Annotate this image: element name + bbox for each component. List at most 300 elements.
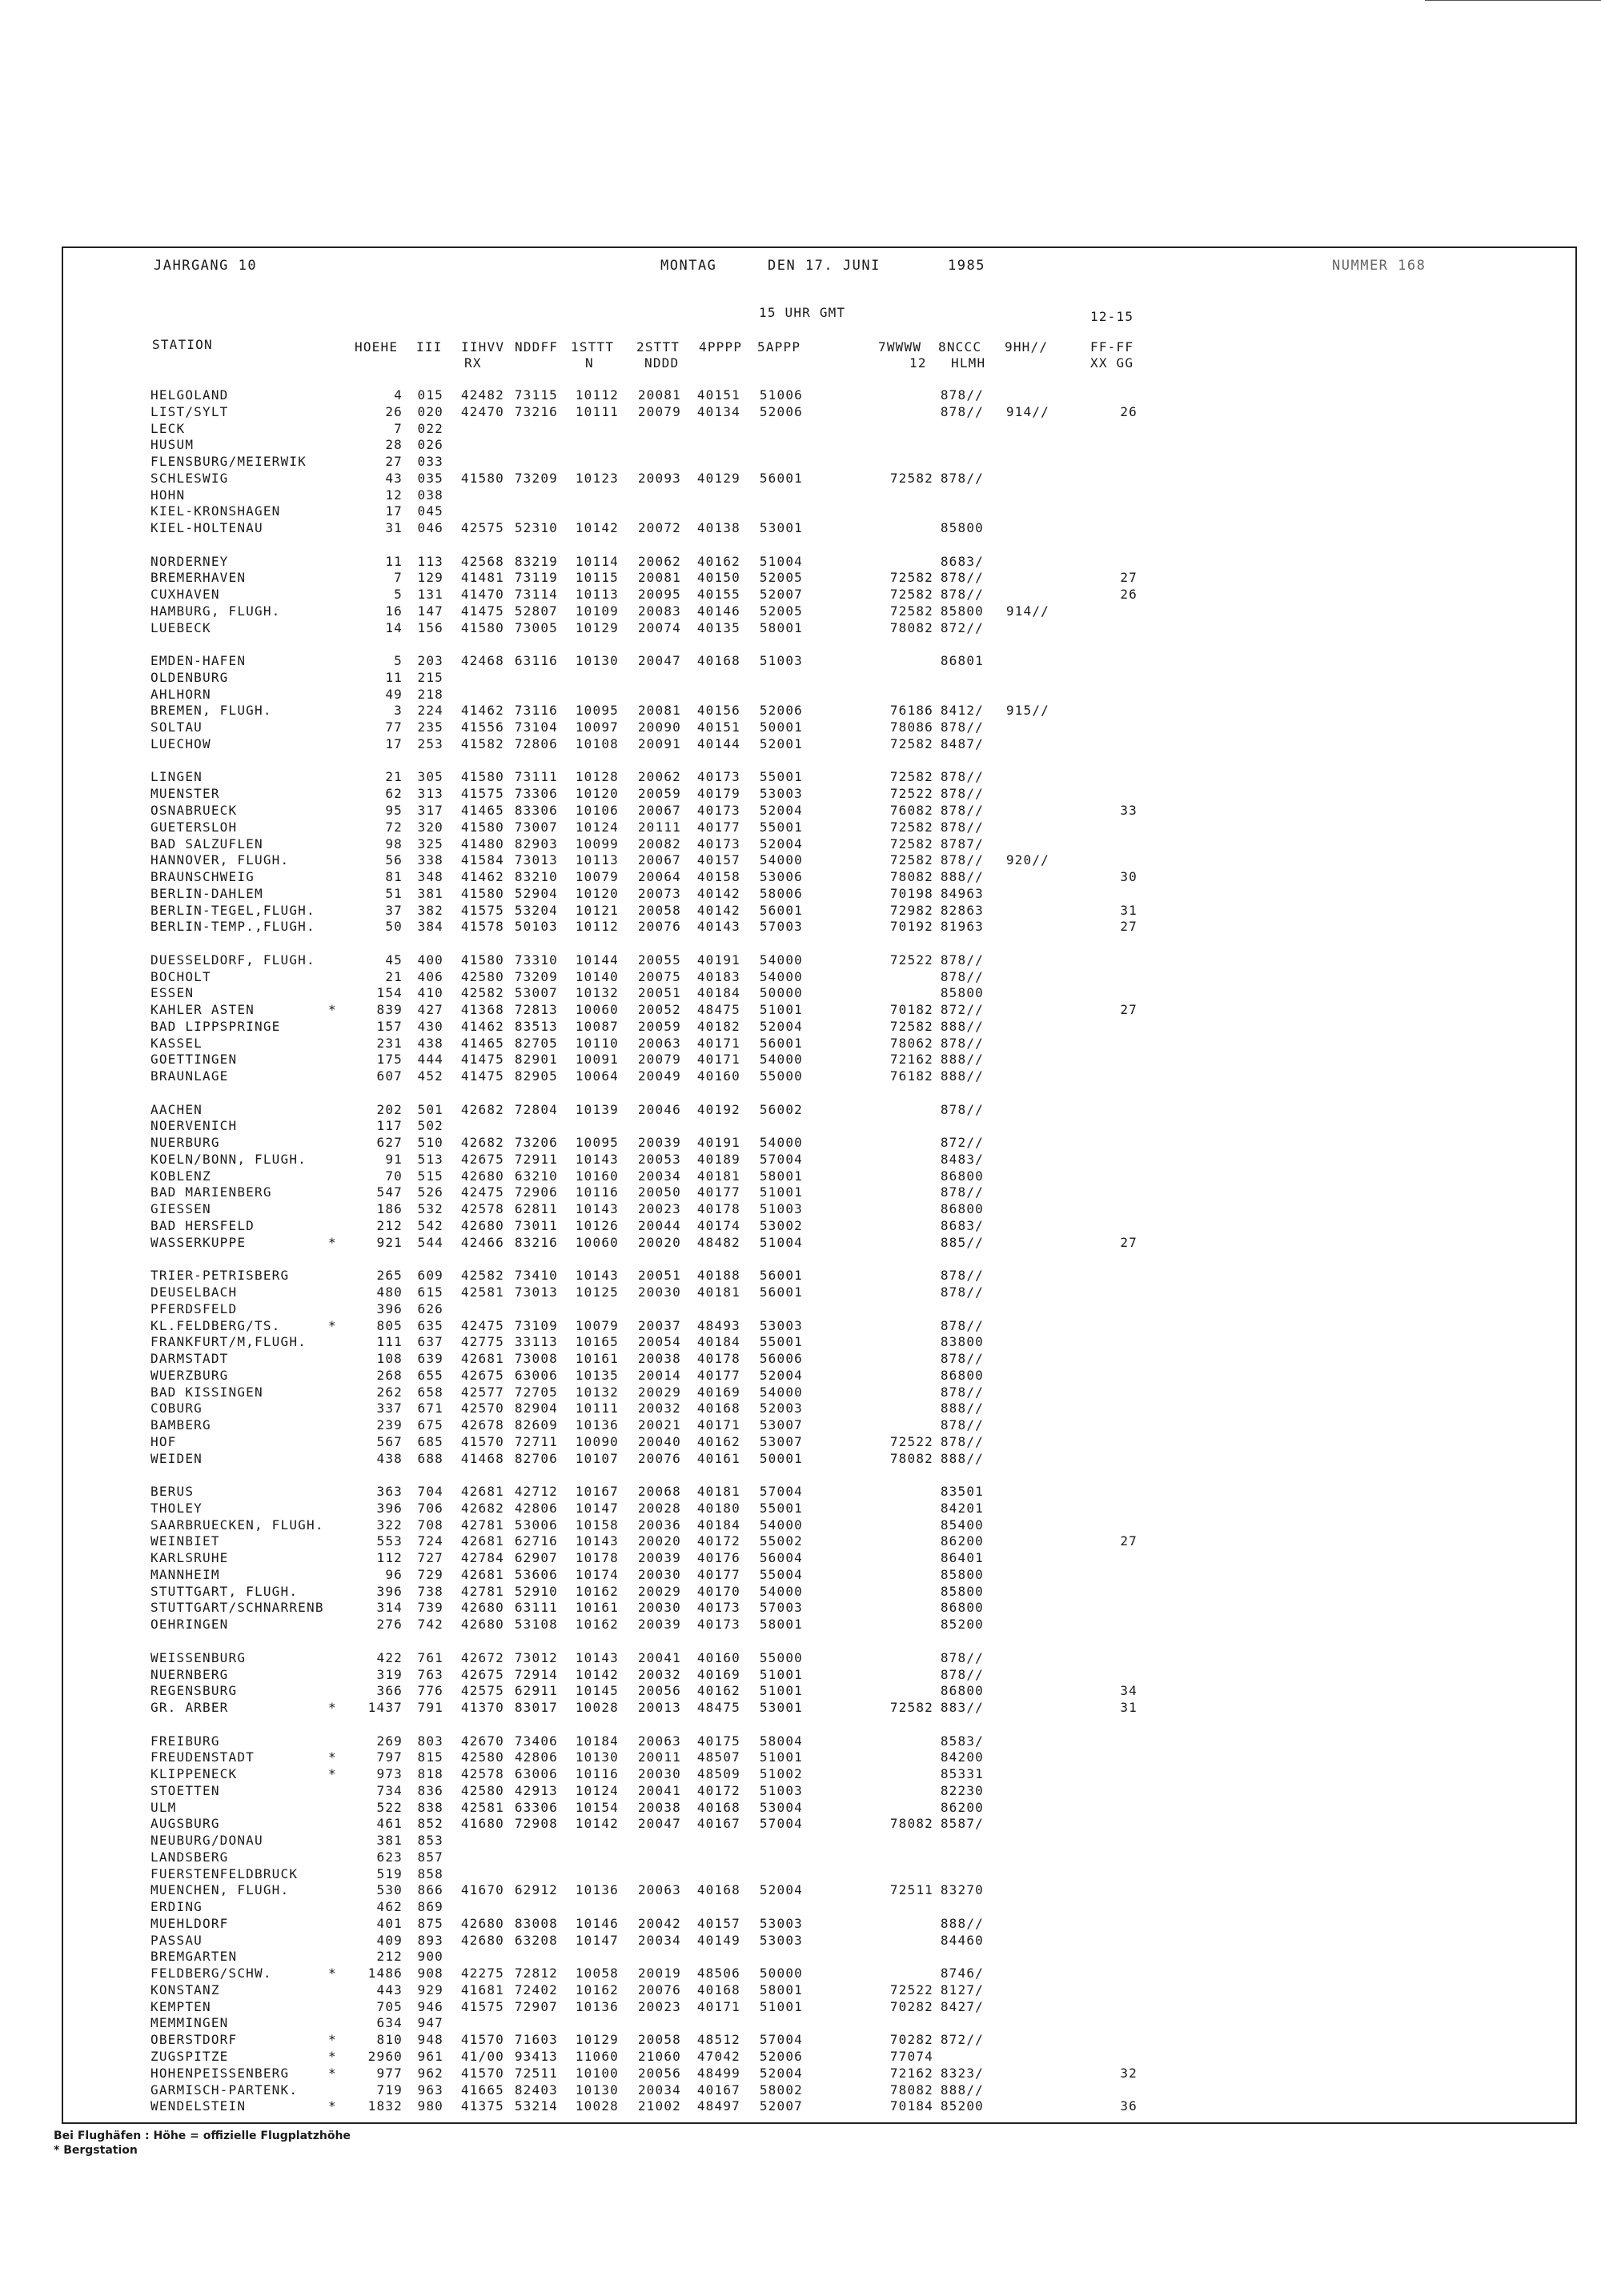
group-iihvv: 42682 [460, 1500, 504, 1516]
group-5appp: 54000 [759, 952, 803, 968]
station-name: FREIBURG [150, 1733, 220, 1749]
group-8nccc: 85400 [940, 1517, 984, 1533]
group-5appp: 54000 [759, 1517, 803, 1533]
group-1sttt: 10113 [575, 587, 619, 603]
station-height: 70 [385, 1168, 403, 1184]
group-4pppp: 40177 [696, 819, 740, 835]
group-4pppp: 40162 [696, 553, 740, 569]
group-8nccc: 878// [940, 1417, 984, 1433]
group-iihvv: 42784 [460, 1550, 504, 1566]
group-iihvv: 42475 [460, 1317, 504, 1333]
group-4pppp: 40156 [696, 703, 740, 719]
group-4pppp: 40169 [696, 1666, 740, 1682]
group-2sttt: 20111 [637, 819, 681, 835]
station-index: 502 [417, 1118, 443, 1134]
group-2sttt: 20075 [637, 968, 681, 984]
group-2sttt: 20083 [637, 603, 681, 619]
column-header: HOEHE [355, 339, 399, 355]
group-4pppp: 40168 [696, 1981, 740, 1997]
mountain-marker: * [328, 2049, 337, 2064]
group-5appp: 58001 [759, 1168, 803, 1184]
group-7wwww: 72582 [889, 1018, 933, 1034]
station-name: KL.FELDBERG/TS. [150, 1317, 281, 1333]
group-8nccc: 83270 [940, 1882, 984, 1898]
station-name: EMDEN-HAFEN [150, 653, 247, 669]
group-5appp: 53003 [759, 1317, 803, 1333]
mountain-marker: * [328, 1317, 337, 1333]
group-8nccc: 878// [940, 952, 984, 968]
group-nddff: 62912 [514, 1882, 558, 1898]
station-name: GARMISCH-PARTENK. [150, 2082, 299, 2098]
station-height: 810 [376, 2032, 403, 2048]
station-name: AHLHORN [150, 686, 211, 702]
station-height: 96 [385, 1566, 403, 1582]
station-index: 869 [417, 1899, 443, 1915]
group-8nccc: 84963 [940, 885, 984, 901]
group-iihvv: 41570 [460, 1433, 504, 1449]
station-height: 11 [385, 553, 403, 569]
station-index: 609 [417, 1268, 443, 1284]
group-8nccc: 878// [940, 1184, 984, 1200]
station-height: 202 [376, 1101, 403, 1117]
group-4pppp: 40181 [696, 1484, 740, 1500]
group-5appp: 51003 [759, 1782, 803, 1798]
group-8nccc: 878// [940, 719, 984, 735]
group-7wwww: 70282 [889, 1998, 933, 2014]
group-1sttt: 10162 [575, 1583, 619, 1599]
station-index: 961 [417, 2049, 443, 2064]
group-8nccc: 85331 [940, 1766, 984, 1782]
group-4pppp: 40168 [696, 1400, 740, 1416]
group-4pppp: 40180 [696, 1500, 740, 1516]
group-7wwww: 78086 [889, 719, 933, 735]
station-height: 51 [385, 885, 403, 901]
group-8nccc: 8427/ [940, 1998, 984, 2014]
group-iihvv: 42775 [460, 1334, 504, 1350]
year-label: 1985 [948, 258, 985, 274]
column-header: IIHVV [461, 339, 505, 355]
group-4pppp: 40157 [696, 1915, 740, 1931]
group-iihvv: 41475 [460, 1052, 504, 1068]
group-nddff: 73008 [514, 1351, 558, 1367]
group-1sttt: 10129 [575, 619, 619, 635]
station-height: 1437 [367, 1700, 403, 1716]
group-5appp: 56001 [759, 1268, 803, 1284]
group-iihvv: 42682 [460, 1101, 504, 1117]
station-name: MUENCHEN, FLUGH. [150, 1882, 290, 1898]
station-index: 946 [417, 1998, 443, 2014]
station-height: 77 [385, 719, 403, 735]
station-index: 438 [417, 1035, 443, 1051]
group-1sttt: 10099 [575, 835, 619, 851]
station-height: 95 [385, 803, 403, 818]
group-5appp: 52004 [759, 835, 803, 851]
station-height: 31 [385, 520, 403, 536]
group-nddff: 63111 [514, 1600, 558, 1616]
station-index: 615 [417, 1284, 443, 1300]
group-5appp: 52006 [759, 2049, 803, 2064]
group-iihvv: 42680 [460, 1915, 504, 1931]
station-name: LECK [150, 420, 186, 436]
group-5appp: 52006 [759, 403, 803, 419]
station-height: 977 [376, 2065, 403, 2081]
group-ffff: 33 [1120, 803, 1138, 818]
group-nddff: 82403 [514, 2082, 558, 2098]
group-5appp: 58006 [759, 885, 803, 901]
station-index: 962 [417, 2065, 443, 2081]
station-name: WEINBIET [150, 1533, 220, 1549]
group-4pppp: 40167 [696, 1816, 740, 1832]
station-index: 382 [417, 902, 443, 918]
station-height: 16 [385, 603, 403, 619]
group-2sttt: 20041 [637, 1782, 681, 1798]
group-ffff: 27 [1120, 919, 1138, 935]
group-1sttt: 10147 [575, 1932, 619, 1948]
group-1sttt: 10161 [575, 1600, 619, 1616]
group-iihvv: 42578 [460, 1201, 504, 1217]
station-index: 655 [417, 1367, 443, 1383]
station-name: DEUSELBACH [150, 1284, 238, 1300]
group-8nccc: 86800 [940, 1600, 984, 1616]
station-height: 62 [385, 786, 403, 802]
column-subheader: RX [464, 355, 482, 371]
station-height: 72 [385, 819, 403, 835]
station-index: 639 [417, 1351, 443, 1367]
station-index: 317 [417, 803, 443, 818]
group-5appp: 56001 [759, 1284, 803, 1300]
station-name: MUEHLDORF [150, 1915, 229, 1931]
group-4pppp: 40181 [696, 1284, 740, 1300]
group-ffff: 27 [1120, 1002, 1138, 1018]
station-index: 980 [417, 2098, 443, 2114]
group-5appp: 50001 [759, 719, 803, 735]
group-2sttt: 20029 [637, 1583, 681, 1599]
group-2sttt: 20063 [637, 1035, 681, 1051]
group-4pppp: 40149 [696, 1932, 740, 1948]
station-index: 035 [417, 470, 443, 486]
group-2sttt: 20034 [637, 1932, 681, 1948]
group-7wwww: 72522 [889, 786, 933, 802]
group-5appp: 53007 [759, 1417, 803, 1433]
group-nddff: 73115 [514, 387, 558, 403]
group-8nccc: 878// [940, 1284, 984, 1300]
station-index: 544 [417, 1234, 443, 1250]
station-name: KIEL-KRONSHAGEN [150, 503, 281, 519]
group-2sttt: 20059 [637, 786, 681, 802]
group-2sttt: 20090 [637, 719, 681, 735]
column-header: FF-FF [1090, 339, 1134, 355]
station-index: 626 [417, 1300, 443, 1316]
group-7wwww: 72582 [889, 570, 933, 586]
group-iihvv: 41578 [460, 919, 504, 935]
group-ffff: 34 [1120, 1683, 1138, 1699]
column-header: III [416, 339, 443, 355]
group-iihvv: 42575 [460, 1683, 504, 1699]
column-header: 2STTT [636, 339, 680, 355]
station-name: FELDBERG/SCHW. [150, 1965, 272, 1981]
group-5appp: 58001 [759, 1981, 803, 1997]
group-1sttt: 10143 [575, 1151, 619, 1167]
group-8nccc: 86401 [940, 1550, 984, 1566]
group-nddff: 62907 [514, 1550, 558, 1566]
group-iihvv: 41475 [460, 603, 504, 619]
station-index: 427 [417, 1002, 443, 1018]
station-name: BERLIN-DAHLEM [150, 885, 263, 901]
group-nddff: 53108 [514, 1617, 558, 1633]
group-1sttt: 10124 [575, 1782, 619, 1798]
station-name: TRIER-PETRISBERG [150, 1268, 290, 1284]
station-name: OLDENBURG [150, 669, 229, 685]
group-5appp: 56001 [759, 470, 803, 486]
station-index: 129 [417, 570, 443, 586]
station-height: 381 [376, 1833, 403, 1849]
group-iihvv: 41580 [460, 769, 504, 785]
group-iihvv: 41/00 [460, 2049, 504, 2064]
station-height: 4 [394, 387, 403, 403]
group-9hh: 914// [1005, 603, 1049, 619]
group-nddff: 63006 [514, 1367, 558, 1383]
station-height: 607 [376, 1068, 403, 1084]
group-nddff: 73116 [514, 703, 558, 719]
group-nddff: 82903 [514, 835, 558, 851]
group-iihvv: 41475 [460, 1068, 504, 1084]
station-height: 265 [376, 1268, 403, 1284]
group-8nccc: 872// [940, 1135, 984, 1151]
group-1sttt: 10028 [575, 2098, 619, 2114]
group-iihvv: 41582 [460, 735, 504, 751]
group-5appp: 55002 [759, 1533, 803, 1549]
group-2sttt: 20051 [637, 985, 681, 1001]
group-nddff: 72914 [514, 1666, 558, 1682]
station-height: 839 [376, 1002, 403, 1018]
group-7wwww: 72162 [889, 2065, 933, 2081]
group-7wwww: 78082 [889, 869, 933, 885]
station-name: FLENSBURG/MEIERWIK [150, 454, 307, 470]
station-name: BAMBERG [150, 1417, 211, 1433]
group-5appp: 54000 [759, 1052, 803, 1068]
group-nddff: 73406 [514, 1733, 558, 1749]
group-4pppp: 40192 [696, 1101, 740, 1117]
group-4pppp: 48482 [696, 1234, 740, 1250]
station-index: 858 [417, 1865, 443, 1881]
station-index: 815 [417, 1749, 443, 1765]
group-1sttt: 10140 [575, 968, 619, 984]
group-iihvv: 42580 [460, 1749, 504, 1765]
station-index: 381 [417, 885, 443, 901]
group-nddff: 73013 [514, 852, 558, 868]
group-5appp: 54000 [759, 852, 803, 868]
group-2sttt: 20039 [637, 1135, 681, 1151]
group-1sttt: 10143 [575, 1649, 619, 1665]
station-index: 218 [417, 686, 443, 702]
group-nddff: 73114 [514, 587, 558, 603]
group-4pppp: 40189 [696, 1151, 740, 1167]
group-7wwww: 78082 [889, 1450, 933, 1466]
group-4pppp: 40151 [696, 719, 740, 735]
group-iihvv: 41575 [460, 1998, 504, 2014]
station-index: 893 [417, 1932, 443, 1948]
station-index: 510 [417, 1135, 443, 1151]
column-header: 5APPP [757, 339, 801, 355]
group-ffff: 27 [1120, 1533, 1138, 1549]
group-4pppp: 40177 [696, 1566, 740, 1582]
station-height: 438 [376, 1450, 403, 1466]
station-height: 231 [376, 1035, 403, 1051]
station-name: BAD LIPPSPRINGE [150, 1018, 281, 1034]
group-2sttt: 21060 [637, 2049, 681, 2064]
group-4pppp: 40173 [696, 769, 740, 785]
group-iihvv: 41580 [460, 619, 504, 635]
group-8nccc: 878// [940, 852, 984, 868]
group-ffff: 26 [1120, 403, 1138, 419]
group-8nccc: 878// [940, 403, 984, 419]
station-index: 724 [417, 1533, 443, 1549]
column-subheader: HLMH [951, 355, 986, 371]
group-iihvv: 41665 [460, 2082, 504, 2098]
station-height: 1832 [367, 2098, 403, 2114]
group-iihvv: 42681 [460, 1484, 504, 1500]
group-iihvv: 42680 [460, 1617, 504, 1633]
group-iihvv: 41570 [460, 2065, 504, 2081]
group-2sttt: 20068 [637, 1484, 681, 1500]
group-5appp: 58002 [759, 2082, 803, 2098]
station-height: 396 [376, 1300, 403, 1316]
group-7wwww: 70184 [889, 2098, 933, 2114]
group-4pppp: 40173 [696, 1617, 740, 1633]
station-height: 797 [376, 1749, 403, 1765]
group-7wwww: 77074 [889, 2049, 933, 2064]
group-8nccc: 872// [940, 2032, 984, 2048]
station-index: 738 [417, 1583, 443, 1599]
group-5appp: 55001 [759, 769, 803, 785]
group-4pppp: 40191 [696, 952, 740, 968]
group-2sttt: 20014 [637, 1367, 681, 1383]
group-2sttt: 20073 [637, 885, 681, 901]
group-5appp: 56004 [759, 1550, 803, 1566]
station-name: KAHLER ASTEN [150, 1002, 255, 1018]
station-name: BAD HERSFELD [150, 1218, 255, 1233]
group-2sttt: 20081 [637, 387, 681, 403]
group-iihvv: 42580 [460, 1782, 504, 1798]
group-8nccc: 8412/ [940, 703, 984, 719]
group-1sttt: 10058 [575, 1965, 619, 1981]
group-2sttt: 20030 [637, 1566, 681, 1582]
group-nddff: 53606 [514, 1566, 558, 1582]
station-height: 627 [376, 1135, 403, 1151]
group-1sttt: 10160 [575, 1168, 619, 1184]
group-8nccc: 878// [940, 1649, 984, 1665]
group-4pppp: 40150 [696, 570, 740, 586]
group-5appp: 56002 [759, 1101, 803, 1117]
group-7wwww: 72582 [889, 852, 933, 868]
group-8nccc: 888// [940, 1915, 984, 1931]
station-name: KOELN/BONN, FLUGH. [150, 1151, 307, 1167]
group-7wwww: 78082 [889, 619, 933, 635]
station-name: WEISSENBURG [150, 1649, 247, 1665]
group-5appp: 52001 [759, 735, 803, 751]
station-index: 658 [417, 1384, 443, 1400]
group-iihvv: 41580 [460, 885, 504, 901]
station-name: BREMGARTEN [150, 1949, 238, 1965]
group-4pppp: 40184 [696, 1334, 740, 1350]
station-index: 857 [417, 1849, 443, 1865]
group-1sttt: 10135 [575, 1367, 619, 1383]
station-height: 268 [376, 1367, 403, 1383]
station-height: 319 [376, 1666, 403, 1682]
group-iihvv: 42681 [460, 1533, 504, 1549]
station-index: 020 [417, 403, 443, 419]
station-name: NORDERNEY [150, 553, 229, 569]
group-2sttt: 20049 [637, 1068, 681, 1084]
station-index: 113 [417, 553, 443, 569]
station-height: 14 [385, 619, 403, 635]
group-1sttt: 10110 [575, 1035, 619, 1051]
station-index: 215 [417, 669, 443, 685]
group-ffff: 27 [1120, 570, 1138, 586]
group-4pppp: 40171 [696, 1417, 740, 1433]
group-4pppp: 40146 [696, 603, 740, 619]
group-8nccc: 8787/ [940, 835, 984, 851]
station-name: BAD KISSINGEN [150, 1384, 263, 1400]
column-subheader: 12 [909, 355, 927, 371]
station-height: 1486 [367, 1965, 403, 1981]
group-4pppp: 48509 [696, 1766, 740, 1782]
station-height: 461 [376, 1816, 403, 1832]
station-index: 224 [417, 703, 443, 719]
group-nddff: 72911 [514, 1151, 558, 1167]
group-nddff: 33113 [514, 1334, 558, 1350]
group-1sttt: 10028 [575, 1700, 619, 1716]
group-1sttt: 10143 [575, 1533, 619, 1549]
group-5appp: 52004 [759, 2065, 803, 2081]
group-5appp: 51003 [759, 653, 803, 669]
station-height: 276 [376, 1617, 403, 1633]
group-4pppp: 40134 [696, 403, 740, 419]
station-index: 147 [417, 603, 443, 619]
group-5appp: 52006 [759, 703, 803, 719]
group-2sttt: 20029 [637, 1384, 681, 1400]
group-5appp: 52003 [759, 1400, 803, 1416]
station-name: MANNHEIM [150, 1566, 220, 1582]
group-nddff: 52807 [514, 603, 558, 619]
station-index: 526 [417, 1184, 443, 1200]
group-nddff: 73012 [514, 1649, 558, 1665]
group-iihvv: 42681 [460, 1566, 504, 1582]
group-7wwww: 78082 [889, 1816, 933, 1832]
group-8nccc: 878// [940, 968, 984, 984]
group-8nccc: 82863 [940, 902, 984, 918]
group-2sttt: 20038 [637, 1351, 681, 1367]
group-nddff: 73005 [514, 619, 558, 635]
station-height: 17 [385, 503, 403, 519]
group-4pppp: 40129 [696, 470, 740, 486]
group-2sttt: 20023 [637, 1201, 681, 1217]
group-2sttt: 20074 [637, 619, 681, 635]
time-label: 15 UHR GMT [759, 305, 846, 320]
group-iihvv: 41570 [460, 2032, 504, 2048]
station-height: 98 [385, 835, 403, 851]
station-index: 430 [417, 1018, 443, 1034]
group-1sttt: 10079 [575, 869, 619, 885]
station-index: 866 [417, 1882, 443, 1898]
group-1sttt: 10108 [575, 735, 619, 751]
group-1sttt: 10121 [575, 902, 619, 918]
group-2sttt: 20081 [637, 570, 681, 586]
station-height: 443 [376, 1981, 403, 1997]
group-5appp: 56006 [759, 1351, 803, 1367]
station-name: OSNABRUECK [150, 803, 238, 818]
group-1sttt: 10060 [575, 1234, 619, 1250]
